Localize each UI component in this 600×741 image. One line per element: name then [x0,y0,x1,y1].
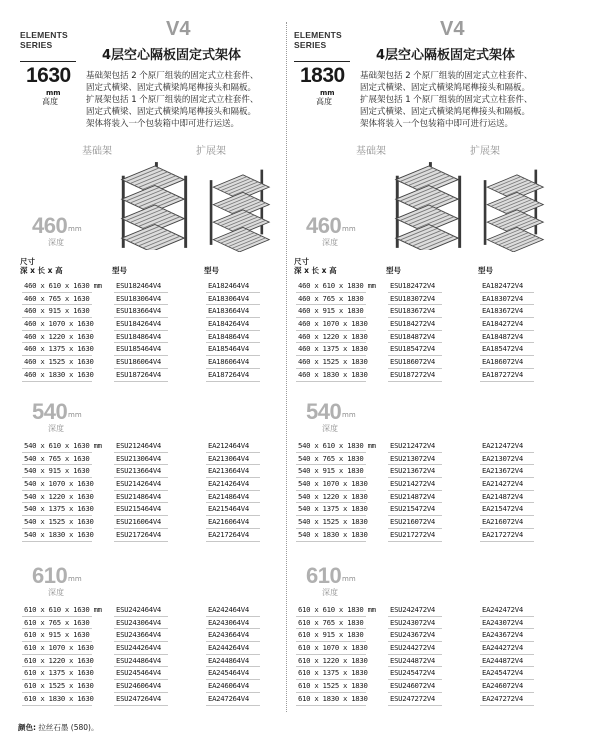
add-on-model-cell: EA182472V4 [482,281,523,290]
table-row [296,503,546,516]
base-model-cell: ESU216072V4 [390,517,436,527]
dimension-cell: 610 x 1375 x 1630 [24,668,94,678]
dimension-cell: 460 x 610 x 1830 mm [298,281,376,290]
dimension-cell: 540 x 1525 x 1630 [24,517,94,527]
depth-value: 460 [32,213,68,238]
depth-value: 540 [306,399,342,424]
table-row [296,343,546,356]
add-on-model-cell: EA244872V4 [482,655,523,665]
base-model-cell: ESU217264V4 [116,529,162,539]
series-line-1: ELEMENTS [20,30,68,40]
series-line-1: ELEMENTS [294,30,342,40]
size-header-line-1: 尺寸 [20,257,35,266]
base-model-cell: ESU184264V4 [116,319,162,329]
spec-table [296,604,546,706]
base-model-cell: ESU183664V4 [116,306,162,316]
table-row [296,465,546,478]
description-line: 扩展架包括 1 个原厂组装的固定式立柱套件、 [86,95,259,105]
base-model-cell: ESU187272V4 [390,369,436,379]
dimension-cell: 540 x 1220 x 1630 [24,491,94,501]
base-shelf-illustration [114,158,192,250]
table-row [22,331,272,344]
base-model-cell: ESU184864V4 [116,331,162,341]
add-on-unit-label: 扩展架 [470,146,500,157]
dimension-cell: 610 x 1070 x 1630 [24,643,94,653]
table-row [22,516,272,529]
description-line: 扩展架包括 1 个原厂组装的固定式立柱套件、 [360,95,533,105]
dimension-cell: 460 x 1220 x 1830 [298,331,368,341]
base-model-header: 型号 [386,266,401,275]
description-line: 基础架包括 2 个原厂组装的固定式立柱套件、 [360,71,533,81]
table-row [22,503,272,516]
base-model-cell: ESU185464V4 [116,344,162,354]
add-on-model-cell: EA183064V4 [208,293,249,303]
table-row [22,453,272,466]
height-value: 1830 [300,64,345,87]
add-on-model-cell: EA213072V4 [482,453,523,463]
base-model-cell: ESU213664V4 [116,466,162,476]
dimension-cell: 460 x 915 x 1630 [24,306,90,316]
description-line: 架体将装入一个包装箱中即可进行运送。 [86,119,240,129]
dimension-cell: 460 x 1830 x 1830 [298,369,368,379]
table-row [296,667,546,680]
dimension-cell: 540 x 1375 x 1830 [298,504,368,514]
add-on-model-cell: EA213664V4 [208,466,249,476]
table-row [296,331,546,344]
description-line: 固定式横梁、固定式横梁鸠尾榫接头和隔板。 [86,107,257,117]
table-row [296,693,546,706]
add-on-model-cell: EA217264V4 [208,529,249,539]
base-model-cell: ESU184272V4 [390,319,436,329]
table-row [296,453,546,466]
series-line-2: SERIES [294,40,327,50]
base-model-cell: ESU243664V4 [116,630,162,640]
row-underline [206,541,260,542]
add-on-model-cell: EA216064V4 [208,517,249,527]
add-on-model-header: 型号 [478,266,493,275]
add-on-model-cell: EA214872V4 [482,491,523,501]
table-row [296,529,546,542]
add-on-model-cell: EA217272V4 [482,529,523,539]
base-model-cell: ESU214872V4 [390,491,436,501]
depth-label: 深度 [322,588,338,597]
table-row [22,305,272,318]
base-model-cell: ESU244872V4 [390,655,436,665]
table-row [296,516,546,529]
add-on-shelf-illustration [208,166,278,252]
dimension-cell: 460 x 1220 x 1630 [24,331,94,341]
product-code: V4 [440,18,465,40]
dimension-cell: 610 x 915 x 1830 [298,630,364,640]
add-on-model-cell: EA184864V4 [208,331,249,341]
height-unit: mm [320,89,335,97]
table-row [22,343,272,356]
dimension-cell: 540 x 915 x 1630 [24,466,90,476]
add-on-model-cell: EA187264V4 [208,369,249,379]
add-on-model-cell: EA244864V4 [208,655,249,665]
table-row [296,629,546,642]
series-rule [294,61,350,62]
add-on-model-cell: EA184872V4 [482,331,523,341]
dimension-cell: 540 x 765 x 1830 [298,453,364,463]
add-on-model-cell: EA183072V4 [482,293,523,303]
base-model-cell: ESU242464V4 [116,605,162,614]
table-row [296,642,546,655]
table-row [22,440,272,453]
depth-value: 460 [306,213,342,238]
table-row [22,318,272,331]
base-model-cell: ESU214272V4 [390,479,436,489]
add-on-model-cell: EA214864V4 [208,491,249,501]
dimension-cell: 540 x 1220 x 1830 [298,491,368,501]
base-model-cell: ESU183672V4 [390,306,436,316]
base-model-cell: ESU244864V4 [116,655,162,665]
dimension-cell: 540 x 1070 x 1630 [24,479,94,489]
size-header-line-2: 深 x 长 x 高 [20,266,63,275]
add-on-model-cell: EA212472V4 [482,441,523,450]
spec-table [296,280,546,382]
add-on-shelf-illustration [482,166,552,252]
row-underline [388,705,442,706]
table-row [22,356,272,369]
table-row [296,440,546,453]
base-model-cell: ESU182464V4 [116,281,162,290]
base-model-cell: ESU246072V4 [390,681,436,691]
base-model-cell: ESU213072V4 [390,453,436,463]
dimension-cell: 610 x 765 x 1830 [298,617,364,627]
base-model-cell: ESU247264V4 [116,693,162,703]
base-model-cell: ESU246064V4 [116,681,162,691]
add-on-model-cell: EA183672V4 [482,306,523,316]
dimension-cell: 460 x 765 x 1630 [24,293,90,303]
add-on-model-cell: EA246072V4 [482,681,523,691]
row-underline [480,381,534,382]
base-model-cell: ESU213672V4 [390,466,436,476]
description-line: 基础架包括 2 个原厂组装的固定式立柱套件、 [86,71,259,81]
table-row [296,356,546,369]
table-row [22,369,272,382]
table-row [296,655,546,668]
dimension-cell: 540 x 1525 x 1830 [298,517,368,527]
depth-unit: mm [342,575,356,583]
add-on-model-cell: EA244264V4 [208,643,249,653]
series-rule [20,61,76,62]
row-underline [388,381,442,382]
depth-value: 540 [32,399,68,424]
depth-unit: mm [68,225,82,233]
add-on-model-cell: EA186072V4 [482,357,523,367]
depth-unit: mm [68,575,82,583]
base-model-cell: ESU243064V4 [116,617,162,627]
dimension-cell: 610 x 1525 x 1830 [298,681,368,691]
series-label [20,30,68,50]
row-underline [296,381,366,382]
base-model-cell: ESU245464V4 [116,668,162,678]
add-on-model-cell: EA245464V4 [208,668,249,678]
add-on-model-cell: EA183664V4 [208,306,249,316]
size-header [294,257,337,275]
dimension-cell: 540 x 1375 x 1630 [24,504,94,514]
dimension-cell: 610 x 1070 x 1830 [298,643,368,653]
add-on-model-cell: EA247272V4 [482,693,523,703]
row-underline [296,541,366,542]
base-model-cell: ESU217272V4 [390,529,436,539]
add-on-model-cell: EA247264V4 [208,693,249,703]
dimension-cell: 460 x 765 x 1830 [298,293,364,303]
depth-label: 深度 [48,588,64,597]
panel-1830 [292,0,577,741]
table-row [22,655,272,668]
row-underline [22,381,92,382]
dimension-cell: 610 x 1525 x 1630 [24,681,94,691]
dimension-cell: 610 x 610 x 1830 mm [298,605,376,614]
dimension-cell: 460 x 1525 x 1630 [24,357,94,367]
table-row [22,478,272,491]
add-on-model-cell: EA213064V4 [208,453,249,463]
add-on-model-cell: EA215464V4 [208,504,249,514]
product-title: 4层空心隔板固定式架体 [376,48,516,63]
dimension-cell: 610 x 1830 x 1830 [298,693,368,703]
add-on-model-cell: EA243672V4 [482,630,523,640]
dimension-cell: 460 x 915 x 1830 [298,306,364,316]
base-model-cell: ESU212472V4 [390,441,436,450]
table-row [22,491,272,504]
add-on-model-cell: EA242472V4 [482,605,523,614]
base-model-cell: ESU185472V4 [390,344,436,354]
dimension-cell: 460 x 1070 x 1830 [298,319,368,329]
add-on-model-cell: EA187272V4 [482,369,523,379]
description [86,70,296,130]
add-on-model-cell: EA214264V4 [208,479,249,489]
panel-1630 [18,0,303,741]
spec-table [22,440,272,542]
dimension-cell: 540 x 610 x 1630 mm [24,441,102,450]
table-row [296,305,546,318]
depth-label: 深度 [322,424,338,433]
add-on-model-cell: EA212464V4 [208,441,249,450]
base-model-cell: ESU183064V4 [116,293,162,303]
base-unit-label: 基础架 [82,146,112,157]
table-row [296,617,546,630]
spec-table [22,280,272,382]
add-on-model-cell: EA243072V4 [482,617,523,627]
add-on-model-cell: EA182464V4 [208,281,249,290]
description-line: 固定式横梁、固定式横梁鸠尾榫接头和隔板。 [360,83,531,93]
row-underline [114,705,168,706]
base-model-cell: ESU216064V4 [116,517,162,527]
table-row [22,293,272,306]
table-row [22,604,272,617]
depth-label: 深度 [48,238,64,247]
dimension-cell: 540 x 1830 x 1630 [24,529,94,539]
table-row [296,369,546,382]
table-row [296,604,546,617]
add-on-model-cell: EA185464V4 [208,344,249,354]
dimension-cell: 610 x 915 x 1630 [24,630,90,640]
base-model-cell: ESU242472V4 [390,605,436,614]
dimension-cell: 610 x 1220 x 1830 [298,655,368,665]
table-row [22,617,272,630]
add-on-model-cell: EA243664V4 [208,630,249,640]
base-model-cell: ESU245472V4 [390,668,436,678]
description [360,70,570,130]
dimension-cell: 540 x 610 x 1830 mm [298,441,376,450]
table-row [22,693,272,706]
row-underline [206,381,260,382]
base-model-cell: ESU243072V4 [390,617,436,627]
product-code: V4 [166,18,191,40]
row-underline [114,381,168,382]
add-on-model-cell: EA242464V4 [208,605,249,614]
table-row [22,529,272,542]
base-shelf-illustration [388,158,466,250]
base-model-cell: ESU183072V4 [390,293,436,303]
table-row [296,318,546,331]
base-model-cell: ESU215472V4 [390,504,436,514]
row-underline [22,705,92,706]
add-on-model-cell: EA186064V4 [208,357,249,367]
add-on-model-cell: EA246064V4 [208,681,249,691]
base-model-cell: ESU213064V4 [116,453,162,463]
dimension-cell: 540 x 765 x 1630 [24,453,90,463]
base-unit-label: 基础架 [356,146,386,157]
dimension-cell: 540 x 1070 x 1830 [298,479,368,489]
table-row [22,680,272,693]
dimension-cell: 610 x 1375 x 1830 [298,668,368,678]
dimension-cell: 460 x 1830 x 1630 [24,369,94,379]
dimension-cell: 460 x 1375 x 1830 [298,344,368,354]
base-model-header: 型号 [112,266,127,275]
dimension-cell: 610 x 765 x 1630 [24,617,90,627]
add-on-model-cell: EA215472V4 [482,504,523,514]
add-on-model-header: 型号 [204,266,219,275]
add-on-model-cell: EA216072V4 [482,517,523,527]
add-on-model-cell: EA243064V4 [208,617,249,627]
base-model-cell: ESU244272V4 [390,643,436,653]
table-row [296,680,546,693]
table-row [296,280,546,293]
base-model-cell: ESU182472V4 [390,281,436,290]
add-on-model-cell: EA184272V4 [482,319,523,329]
base-model-cell: ESU244264V4 [116,643,162,653]
dimension-cell: 610 x 610 x 1630 mm [24,605,102,614]
add-on-model-cell: EA213672V4 [482,466,523,476]
table-row [296,293,546,306]
base-model-cell: ESU186072V4 [390,357,436,367]
color-note-label: 颜色: [18,723,36,732]
height-label: 高度 [42,97,58,106]
size-header-line-1: 尺寸 [294,257,309,266]
depth-value: 610 [306,563,342,588]
table-row [296,491,546,504]
dimension-cell: 540 x 1830 x 1830 [298,529,368,539]
depth-value: 610 [32,563,68,588]
add-on-unit-label: 扩展架 [196,146,226,157]
dimension-cell: 460 x 1525 x 1830 [298,357,368,367]
depth-unit: mm [342,225,356,233]
dimension-cell: 610 x 1830 x 1630 [24,693,94,703]
base-model-cell: ESU243672V4 [390,630,436,640]
size-header [20,257,63,275]
dimension-cell: 540 x 915 x 1830 [298,466,364,476]
dimension-cell: 460 x 1070 x 1630 [24,319,94,329]
base-model-cell: ESU186064V4 [116,357,162,367]
color-note-value: 拉丝石墨 (580)。 [38,723,99,732]
depth-unit: mm [342,411,356,419]
row-underline [296,705,366,706]
row-underline [480,541,534,542]
row-underline [480,705,534,706]
row-underline [114,541,168,542]
add-on-model-cell: EA245472V4 [482,668,523,678]
table-row [296,478,546,491]
dimension-cell: 610 x 1220 x 1630 [24,655,94,665]
height-label: 高度 [316,97,332,106]
series-label [294,30,342,50]
add-on-model-cell: EA185472V4 [482,344,523,354]
table-row [22,465,272,478]
add-on-model-cell: EA214272V4 [482,479,523,489]
table-row [22,629,272,642]
table-row [22,280,272,293]
row-underline [206,705,260,706]
depth-unit: mm [68,411,82,419]
base-model-cell: ESU212464V4 [116,441,162,450]
height-value: 1630 [26,64,71,87]
description-line: 固定式横梁、固定式横梁鸠尾榫接头和隔板。 [86,83,257,93]
base-model-cell: ESU187264V4 [116,369,162,379]
add-on-model-cell: EA184264V4 [208,319,249,329]
size-header-line-2: 深 x 长 x 高 [294,266,337,275]
base-model-cell: ESU247272V4 [390,693,436,703]
table-row [22,642,272,655]
height-unit: mm [46,89,61,97]
product-title: 4层空心隔板固定式架体 [102,48,242,63]
base-model-cell: ESU214264V4 [116,479,162,489]
series-line-2: SERIES [20,40,53,50]
description-line: 架体将装入一个包装箱中即可进行运送。 [360,119,514,129]
description-line: 固定式横梁、固定式横梁鸠尾榫接头和隔板。 [360,107,531,117]
depth-label: 深度 [322,238,338,247]
base-model-cell: ESU214864V4 [116,491,162,501]
add-on-model-cell: EA244272V4 [482,643,523,653]
row-underline [22,541,92,542]
row-underline [388,541,442,542]
table-row [22,667,272,680]
base-model-cell: ESU215464V4 [116,504,162,514]
dimension-cell: 460 x 1375 x 1630 [24,344,94,354]
depth-label: 深度 [48,424,64,433]
spec-table [22,604,272,706]
base-model-cell: ESU184872V4 [390,331,436,341]
spec-table [296,440,546,542]
dimension-cell: 460 x 610 x 1630 mm [24,281,102,290]
